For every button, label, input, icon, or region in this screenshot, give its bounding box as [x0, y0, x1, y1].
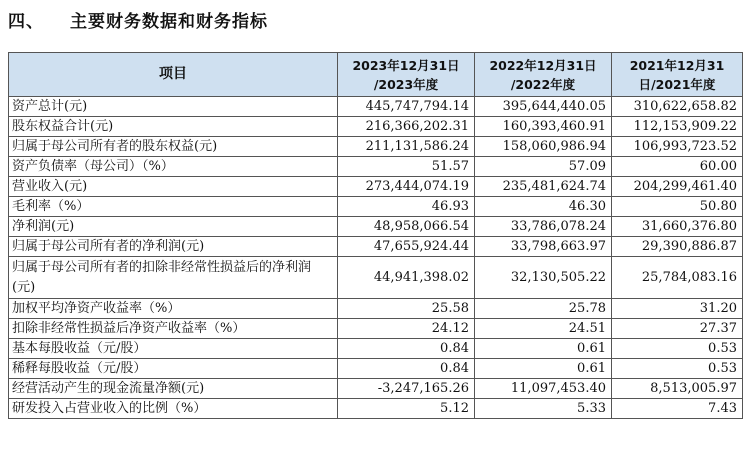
section-title: 主要财务数据和财务指标 — [70, 12, 268, 32]
value-2021: 31,660,376.80 — [612, 217, 743, 237]
table-row — [9, 117, 743, 137]
value-2021: 7.43 — [612, 399, 743, 419]
row-label: 稀释每股收益（元/股） — [9, 359, 338, 379]
value-2021: 310,622,658.82 — [612, 97, 743, 117]
table-row — [9, 217, 743, 237]
header-2022-line1: 2022年12月31日 — [489, 57, 597, 73]
value-2023: 445,747,794.14 — [338, 97, 475, 117]
value-2021: 0.53 — [612, 339, 743, 359]
header-2022 — [475, 53, 612, 97]
value-2023: -3,247,165.26 — [338, 379, 475, 399]
value-2023: 24.12 — [338, 319, 475, 339]
row-label: 股东权益合计(元) — [9, 117, 338, 137]
row-label: 营业收入(元) — [9, 177, 338, 197]
header-2021 — [612, 53, 743, 97]
table-row — [9, 379, 743, 399]
value-2021: 106,993,723.52 — [612, 137, 743, 157]
value-2022: 24.51 — [475, 319, 612, 339]
value-2022: 33,798,663.97 — [475, 237, 612, 257]
value-2021: 27.37 — [612, 319, 743, 339]
value-2021: 60.00 — [612, 157, 743, 177]
value-2021: 29,390,886.87 — [612, 237, 743, 257]
value-2022: 235,481,624.74 — [475, 177, 612, 197]
value-2023: 25.58 — [338, 299, 475, 319]
value-2022: 5.33 — [475, 399, 612, 419]
header-2021-line2: 日/2021年度 — [638, 76, 716, 92]
value-2023: 216,366,202.31 — [338, 117, 475, 137]
financial-data-table — [8, 52, 743, 419]
value-2023: 47,655,924.44 — [338, 237, 475, 257]
value-2022: 33,786,078.24 — [475, 217, 612, 237]
table-row — [9, 97, 743, 117]
value-2021: 50.80 — [612, 197, 743, 217]
table-row — [9, 339, 743, 359]
row-label: 归属于母公司所有者的扣除非经常性损益后的净利润(元) — [9, 257, 338, 299]
table-row — [9, 157, 743, 177]
table-row — [9, 237, 743, 257]
value-2021: 204,299,461.40 — [612, 177, 743, 197]
table-row — [9, 137, 743, 157]
row-label: 研发投入占营业收入的比例（%） — [9, 399, 338, 419]
table-row — [9, 177, 743, 197]
value-2022: 25.78 — [475, 299, 612, 319]
table-row — [9, 257, 743, 299]
value-2021: 25,784,083.16 — [612, 257, 743, 299]
row-label: 加权平均净资产收益率（%） — [9, 299, 338, 319]
value-2023: 44,941,398.02 — [338, 257, 475, 299]
row-label: 资产负债率（母公司）（%） — [9, 157, 338, 177]
value-2022: 57.09 — [475, 157, 612, 177]
row-label: 基本每股收益（元/股） — [9, 339, 338, 359]
row-label: 扣除非经常性损益后净资产收益率（%） — [9, 319, 338, 339]
section-heading — [8, 8, 268, 36]
value-2022: 160,393,460.91 — [475, 117, 612, 137]
table-row — [9, 319, 743, 339]
table-row — [9, 197, 743, 217]
section-number: 四、 — [8, 12, 44, 32]
value-2023: 46.93 — [338, 197, 475, 217]
table-row — [9, 359, 743, 379]
value-2023: 0.84 — [338, 339, 475, 359]
header-2023 — [338, 53, 475, 97]
value-2022: 158,060,986.94 — [475, 137, 612, 157]
value-2022: 11,097,453.40 — [475, 379, 612, 399]
value-2022: 0.61 — [475, 339, 612, 359]
value-2022: 0.61 — [475, 359, 612, 379]
table-row — [9, 299, 743, 319]
value-2021: 112,153,909.22 — [612, 117, 743, 137]
row-label: 毛利率（%） — [9, 197, 338, 217]
value-2023: 211,131,586.24 — [338, 137, 475, 157]
value-2021: 0.53 — [612, 359, 743, 379]
table-header-row — [9, 53, 743, 97]
value-2022: 46.30 — [475, 197, 612, 217]
value-2023: 5.12 — [338, 399, 475, 419]
row-label: 净利润(元) — [9, 217, 338, 237]
row-label: 经营活动产生的现金流量净额(元) — [9, 379, 338, 399]
table-row — [9, 399, 743, 419]
row-label: 归属于母公司所有者的净利润(元) — [9, 237, 338, 257]
value-2022: 32,130,505.22 — [475, 257, 612, 299]
row-label: 归属于母公司所有者的股东权益(元) — [9, 137, 338, 157]
value-2021: 8,513,005.97 — [612, 379, 743, 399]
value-2023: 51.57 — [338, 157, 475, 177]
header-2023-line1: 2023年12月31日 — [352, 57, 460, 73]
header-item: 项目 — [9, 53, 338, 97]
value-2021: 31.20 — [612, 299, 743, 319]
value-2023: 48,958,066.54 — [338, 217, 475, 237]
value-2022: 395,644,440.05 — [475, 97, 612, 117]
value-2023: 0.84 — [338, 359, 475, 379]
header-2022-line2: /2022年度 — [510, 76, 576, 92]
value-2023: 273,444,074.19 — [338, 177, 475, 197]
header-2023-line2: /2023年度 — [373, 76, 439, 92]
row-label: 资产总计(元) — [9, 97, 338, 117]
header-2021-line1: 2021年12月31 — [629, 57, 725, 73]
